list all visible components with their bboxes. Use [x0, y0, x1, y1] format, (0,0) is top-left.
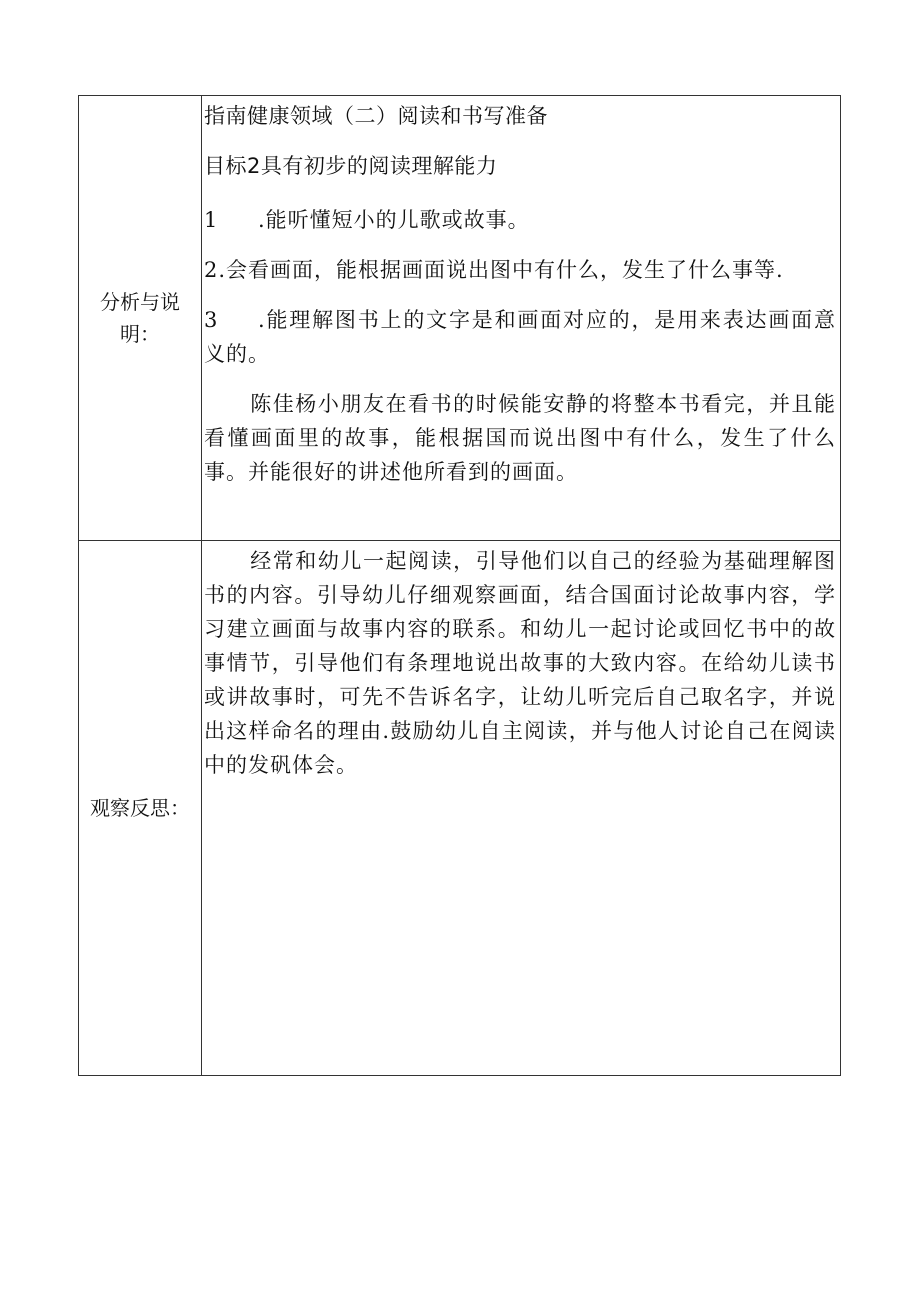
goal-item-3-number: 3: [204, 308, 218, 332]
analysis-row: [79, 96, 841, 541]
goal-item-2-number: 2: [204, 258, 219, 282]
goal-title: 目标2具有初步的阅读理解能力: [204, 154, 498, 178]
goal-item-1: [204, 203, 836, 237]
goal-item-3-text: .能理解图书上的文字是和画面对应的，是用来表达画面意义的。: [204, 308, 836, 366]
reflection-text: 经常和幼儿一起阅读，引导他们以自己的经验为基础理解图书的内容。引导幼儿仔细观察画面，结合国面讨论故事内容，学习建立画面与故事内容的联系。和幼儿一起讨论或回忆书中的故事情节，引导他们有条理地说出故事的大致内容。在给幼儿读书或讲故事时，可先不告诉名字，让幼儿听完后自己取名字，并说出这样命名的理由.鼓励幼儿自主阅读，并与他人讨论自己在阅读中的发矾体会。: [204, 549, 836, 777]
observation-text: 陈佳杨小朋友在看书的时候能安静的将整本书看完，并且能看懂画面里的故事，能根据国而说出图中有什么，发生了什么事。并能很好的讲述他所看到的画面。: [204, 392, 836, 484]
analysis-content-cell: [202, 96, 841, 541]
goal-item-2-text: .会看画面，能根据画面说出图中有什么，发生了什么事等.: [218, 258, 784, 282]
goal-item-1-number: 1: [204, 208, 218, 232]
reflection-label: 观察反思：: [90, 796, 190, 820]
goal-item-1-text: .能听懂短小的儿歌或故事。: [258, 208, 530, 232]
record-table: [78, 95, 841, 1076]
analysis-label-cell: [79, 96, 202, 541]
reflection-label-cell: [79, 541, 202, 1076]
goal-item-3: [204, 303, 836, 371]
reflection-content-cell: [202, 541, 841, 1076]
goal-item-2: [204, 253, 836, 287]
reflection-row: [79, 541, 841, 1076]
guide-title: 指南健康领域（二）阅读和书写准备: [204, 104, 548, 128]
analysis-label: 分析与说明：: [100, 290, 180, 346]
